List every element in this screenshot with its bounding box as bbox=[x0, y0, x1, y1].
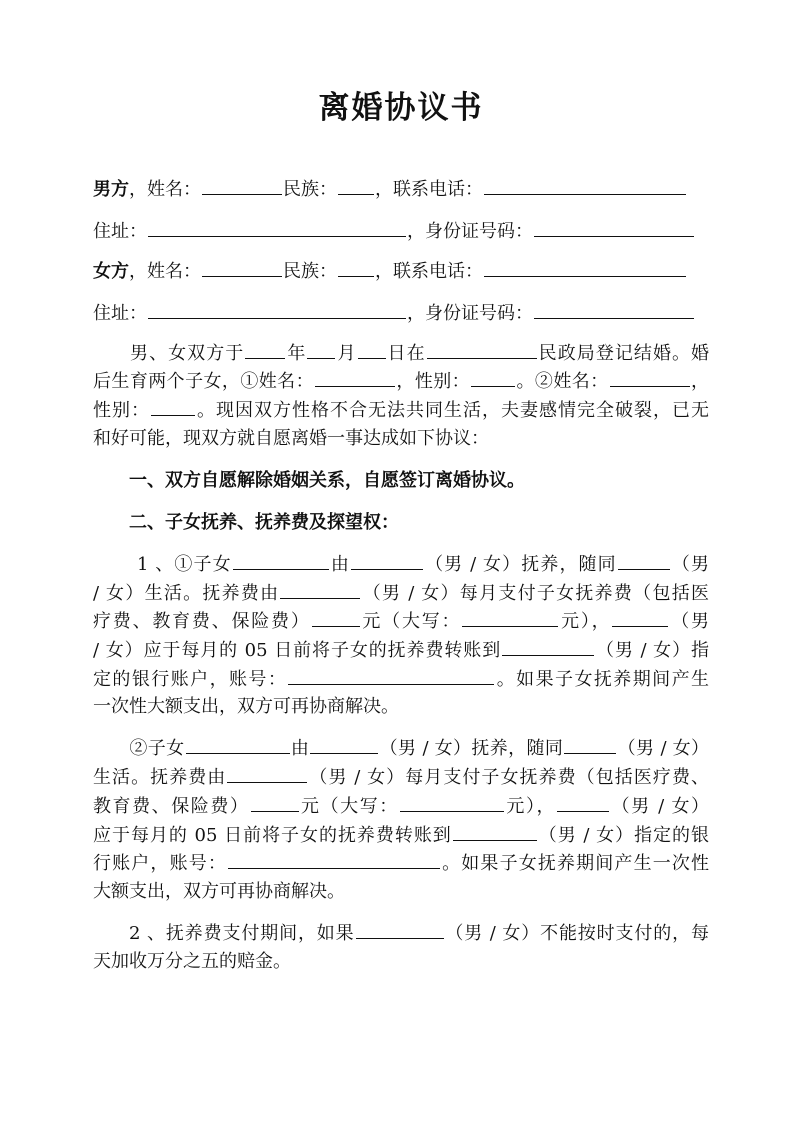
child2-custodian-blank[interactable] bbox=[310, 733, 378, 754]
child2-amount-blank[interactable] bbox=[251, 791, 299, 812]
female-id-label: ，身份证号码： bbox=[407, 303, 533, 324]
marriage-year-blank[interactable] bbox=[245, 338, 285, 359]
male-address-label: 住址： bbox=[93, 221, 147, 242]
intro-line-4: 和好可能，现双方就自愿离婚一事达成如下协议： bbox=[93, 428, 489, 449]
male-name-blank[interactable] bbox=[202, 174, 282, 195]
female-phone-label: ，联系电话： bbox=[375, 261, 483, 282]
child1-account-blank[interactable] bbox=[288, 664, 494, 685]
child2-line-5: 行账户，账号： 。如果子女抚养期间产生一次性 bbox=[93, 848, 709, 878]
female-address-line bbox=[93, 298, 709, 328]
child2-name-blank[interactable] bbox=[610, 366, 690, 387]
male-separator: ， bbox=[129, 179, 147, 200]
item2-line-1: 2 、抚养费支付期间，如果 （男 / 女）不能按时支付的，每 bbox=[93, 918, 709, 948]
child2-account-blank[interactable] bbox=[228, 848, 440, 869]
female-name-blank[interactable] bbox=[202, 256, 282, 277]
child1-amount-words-blank[interactable] bbox=[462, 606, 558, 627]
child2-line-4: 应于每月的 05 日前将子女的抚养费转账到 （男 / 女）指定的银 bbox=[93, 820, 709, 850]
item2-line-2: 天加收万分之五的赔金。 bbox=[93, 951, 291, 972]
male-id-label: ，身份证号码： bbox=[407, 221, 533, 242]
female-separator: ， bbox=[129, 261, 147, 282]
child1-gender-blank[interactable] bbox=[471, 366, 515, 387]
marriage-day-blank[interactable] bbox=[358, 338, 386, 359]
male-id-blank[interactable] bbox=[534, 216, 694, 237]
civil-affairs-bureau-blank[interactable] bbox=[427, 338, 537, 359]
male-party-label: 男方 bbox=[93, 179, 129, 200]
female-address-blank[interactable] bbox=[148, 298, 406, 319]
child1-line-2: / 女）生活。抚养费由 （男 / 女）每月支付子女抚养费（包括医 bbox=[93, 578, 709, 608]
female-id-blank[interactable] bbox=[534, 298, 694, 319]
female-ethnicity-blank[interactable] bbox=[338, 256, 374, 277]
child1-recipient-blank[interactable] bbox=[502, 635, 594, 656]
child2-amount-words-blank[interactable] bbox=[400, 791, 504, 812]
child1-line-3: 疗费、教育费、保险费） 元（大写： 元）， （男 bbox=[93, 606, 709, 636]
child1-live-with-blank[interactable] bbox=[618, 549, 670, 570]
child2-live-with-blank[interactable] bbox=[564, 733, 616, 754]
child2-recipient-blank[interactable] bbox=[453, 820, 537, 841]
child1-line-4: / 女）应于每月的 05 日前将子女的抚养费转账到 （男 / 女）指 bbox=[93, 635, 709, 665]
child2-transfer-party-blank[interactable] bbox=[557, 791, 609, 812]
child2-line-3: 教育费、保险费） 元（大写： 元）， （男 / 女） bbox=[93, 791, 709, 821]
female-phone-blank[interactable] bbox=[484, 256, 686, 277]
female-ethnicity-label: 民族： bbox=[283, 261, 337, 282]
child1-custody-name-blank[interactable] bbox=[233, 549, 329, 570]
document-title: 离婚协议书 bbox=[318, 90, 484, 126]
section-2-heading: 二、子女抚养、抚养费及探望权： bbox=[129, 512, 399, 533]
child1-amount-blank[interactable] bbox=[312, 606, 360, 627]
male-address-blank[interactable] bbox=[148, 216, 406, 237]
child2-line-1: ②子女 由 （男 / 女）抚养，随同 （男 / 女） bbox=[93, 733, 709, 763]
male-ethnicity-label: 民族： bbox=[283, 179, 337, 200]
child1-line-1: 1 、①子女 由 （男 / 女）抚养，随同 （男 bbox=[93, 549, 709, 579]
female-party-label: 女方 bbox=[93, 261, 129, 282]
marriage-month-blank[interactable] bbox=[307, 338, 335, 359]
male-info-line bbox=[93, 174, 709, 204]
male-address-line bbox=[93, 216, 709, 246]
female-name-label: 姓名： bbox=[147, 261, 201, 282]
intro-line-1: 男、女双方于 年 月 日在 民政局登记结婚。婚 bbox=[93, 338, 709, 368]
female-info-line bbox=[93, 256, 709, 286]
male-name-label: 姓名： bbox=[147, 179, 201, 200]
child2-payer-blank[interactable] bbox=[227, 762, 307, 783]
child1-transfer-party-blank[interactable] bbox=[612, 606, 668, 627]
male-ethnicity-blank[interactable] bbox=[338, 174, 374, 195]
child1-payer-blank[interactable] bbox=[280, 578, 360, 599]
child1-name-blank[interactable] bbox=[315, 366, 395, 387]
child2-line-2: 生活。抚养费由 （男 / 女）每月支付子女抚养费（包括医疗费、 bbox=[93, 762, 709, 792]
child2-line-6: 大额支出，双方可再协商解决。 bbox=[93, 881, 345, 902]
item2-payer-blank[interactable] bbox=[356, 918, 444, 939]
intro-line-3: 性别： 。现因双方性格不合无法共同生活，夫妻感情完全破裂，已无 bbox=[93, 395, 709, 425]
child2-custody-name-blank[interactable] bbox=[186, 733, 290, 754]
section-1-heading: 一、双方自愿解除婚姻关系，自愿签订离婚协议。 bbox=[129, 470, 525, 491]
female-address-label: 住址： bbox=[93, 303, 147, 324]
male-phone-label: ，联系电话： bbox=[375, 179, 483, 200]
child1-line-6: 一次性大额支出，双方可再协商解决。 bbox=[93, 696, 399, 717]
intro-line-2: 后生育两个子女，①姓名： ，性别： 。②姓名： ， bbox=[93, 366, 709, 396]
child2-gender-blank[interactable] bbox=[151, 395, 195, 416]
child1-custodian-blank[interactable] bbox=[351, 549, 423, 570]
child1-line-5: 定的银行账户，账号： 。如果子女抚养期间产生 bbox=[93, 664, 709, 694]
male-phone-blank[interactable] bbox=[484, 174, 686, 195]
